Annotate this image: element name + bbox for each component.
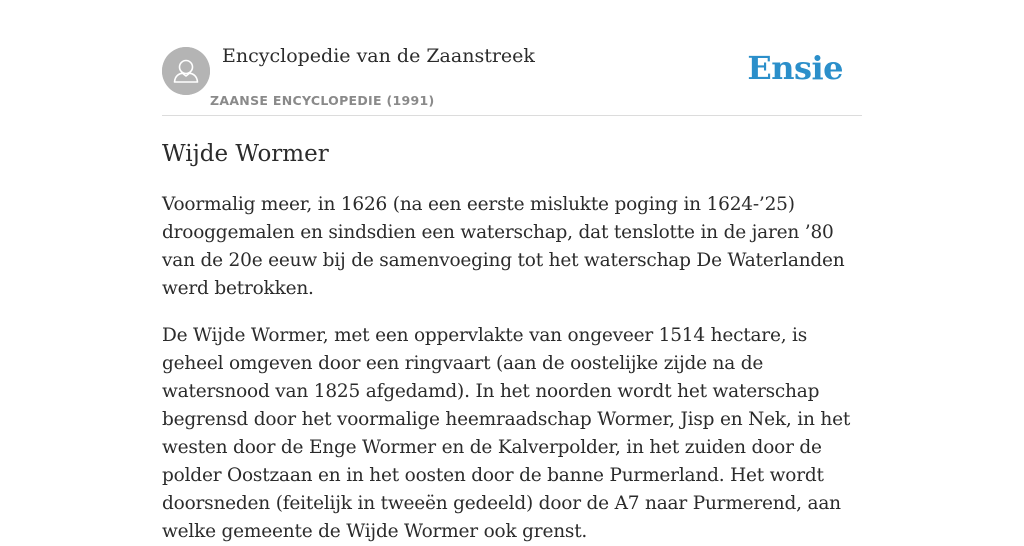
article-paragraph: Voormalig meer, in 1626 (na een eerste mislukte poging in 1624-’25) drooggemalen en sindsdien een waterschap, dat tenslotte in de jaren ’80 van de 20e eeuw bij de samenvoeging tot het waterschap De Waterlanden werd betrokken. — [162, 194, 845, 299]
source-header — [162, 0, 862, 116]
article-paragraph: De Wijde Wormer, met een oppervlakte van ongeveer 1514 hectare, is geheel omgeven door een ringvaart (aan de oostelijke zijde na de watersnood van 1825 afgedamd). In het noorden wordt het waterschap begrensd door het voormalige heemraadschap Wormer, Jisp en Nek, in het westen door de Enge Wormer en de Kalverpolder, in het zuiden door de polder Oostzaan en in het oosten door de banne Purmerland. Het wordt doorsneden (feitelijk in tweeën gedeeld) door de A7 naar Purmerend, aan welke gemeente de Wijde Wormer ook grenst. — [162, 325, 851, 542]
article-title: Wijde Wormer — [162, 141, 329, 167]
user-icon[interactable] — [162, 47, 210, 95]
brand-logo[interactable]: Ensie — [747, 49, 843, 87]
article — [162, 138, 862, 546]
source-title[interactable]: Encyclopedie van de Zaanstreek — [222, 45, 535, 67]
source-subtitle[interactable]: ZAANSE ENCYCLOPEDIE (1991) — [210, 93, 435, 108]
